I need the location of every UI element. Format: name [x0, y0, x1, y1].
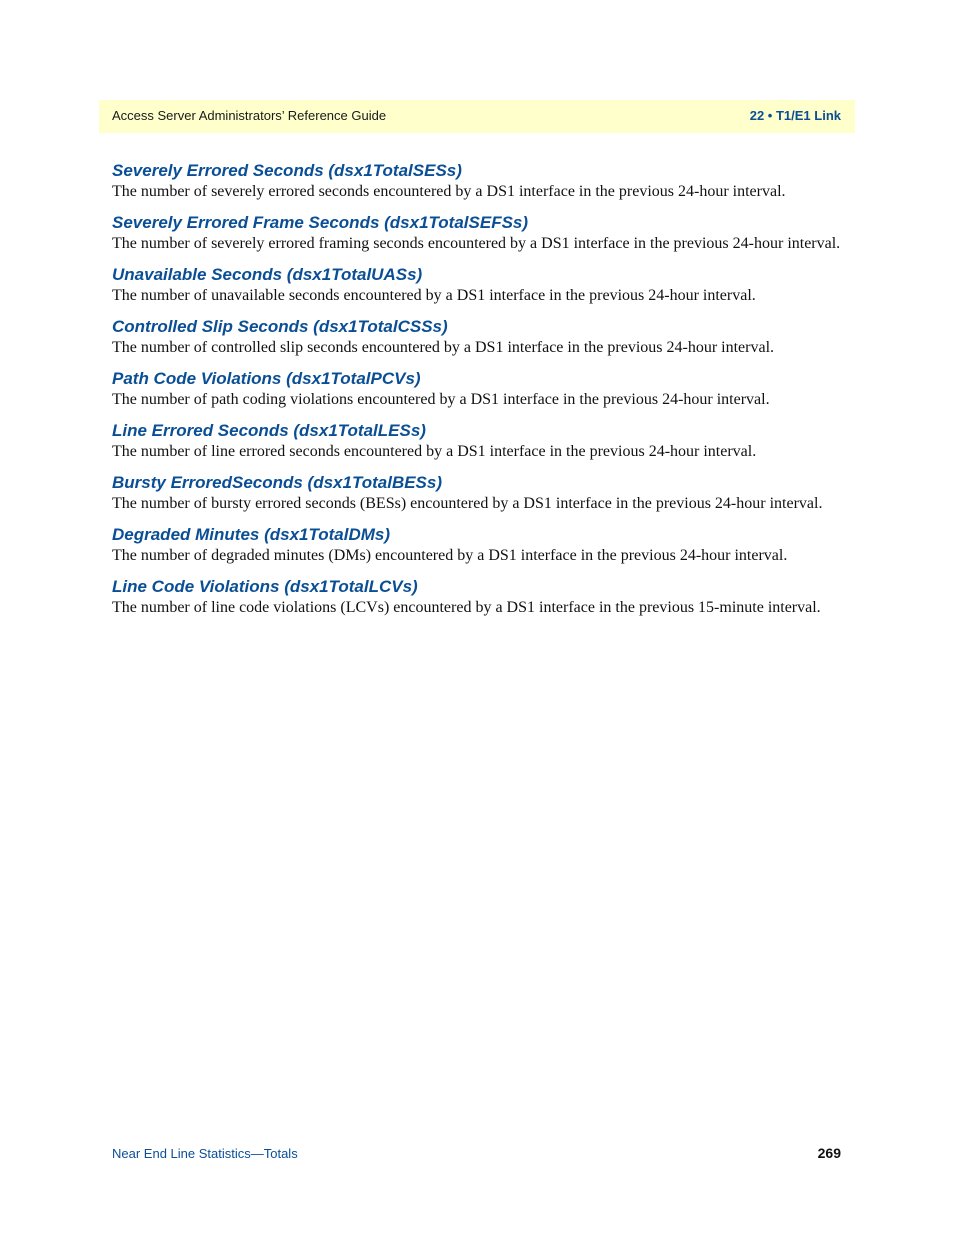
chapter-label: 22 • T1/E1 Link [749, 108, 841, 123]
section-dms [112, 524, 847, 566]
section-description: The number of line code violations (LCVs) encountered by a DS1 interface in the previous 15-minute interval. [112, 599, 821, 616]
section-description: The number of severely errored seconds encountered by a DS1 interface in the previous 24-hour interval. [112, 183, 786, 200]
section-sess [112, 160, 847, 202]
section-pcvs [112, 368, 847, 410]
section-description: The number of severely errored framing seconds encountered by a DS1 interface in the previous 24-hour interval. [112, 235, 841, 252]
section-heading: Degraded Minutes (dsx1TotalDMs) [112, 525, 391, 544]
page-number: 269 [817, 1145, 841, 1161]
section-heading: Path Code Violations (dsx1TotalPCVs) [112, 369, 421, 388]
section-bess [112, 472, 847, 514]
book-title: Access Server Administrators’ Reference Guide [112, 108, 387, 123]
section-description: The number of line errored seconds encountered by a DS1 interface in the previous 24-hour interval. [112, 443, 757, 460]
section-heading: Severely Errored Seconds (dsx1TotalSESs) [112, 161, 462, 180]
section-heading: Bursty ErroredSeconds (dsx1TotalBESs) [112, 473, 443, 492]
section-lcvs [112, 576, 847, 618]
section-sefss [112, 212, 847, 254]
section-description: The number of path coding violations encountered by a DS1 interface in the previous 24-hour interval. [112, 391, 770, 408]
page-content [112, 160, 847, 628]
section-description: The number of unavailable seconds encountered by a DS1 interface in the previous 24-hour interval. [112, 287, 756, 304]
section-csss [112, 316, 847, 358]
section-less [112, 420, 847, 462]
section-heading: Severely Errored Frame Seconds (dsx1TotalSEFSs) [112, 213, 529, 232]
running-header [99, 100, 855, 133]
section-uass [112, 264, 847, 306]
footer-section-title: Near End Line Statistics—Totals [112, 1146, 298, 1161]
section-heading: Line Errored Seconds (dsx1TotalLESs) [112, 421, 426, 440]
section-description: The number of bursty errored seconds (BESs) encountered by a DS1 interface in the previous 24-hour interval. [112, 495, 823, 512]
section-heading: Unavailable Seconds (dsx1TotalUASs) [112, 265, 423, 284]
section-description: The number of degraded minutes (DMs) encountered by a DS1 interface in the previous 24-hour interval. [112, 547, 788, 564]
section-heading: Controlled Slip Seconds (dsx1TotalCSSs) [112, 317, 448, 336]
section-description: The number of controlled slip seconds encountered by a DS1 interface in the previous 24-hour interval. [112, 339, 775, 356]
section-heading: Line Code Violations (dsx1TotalLCVs) [112, 577, 418, 596]
